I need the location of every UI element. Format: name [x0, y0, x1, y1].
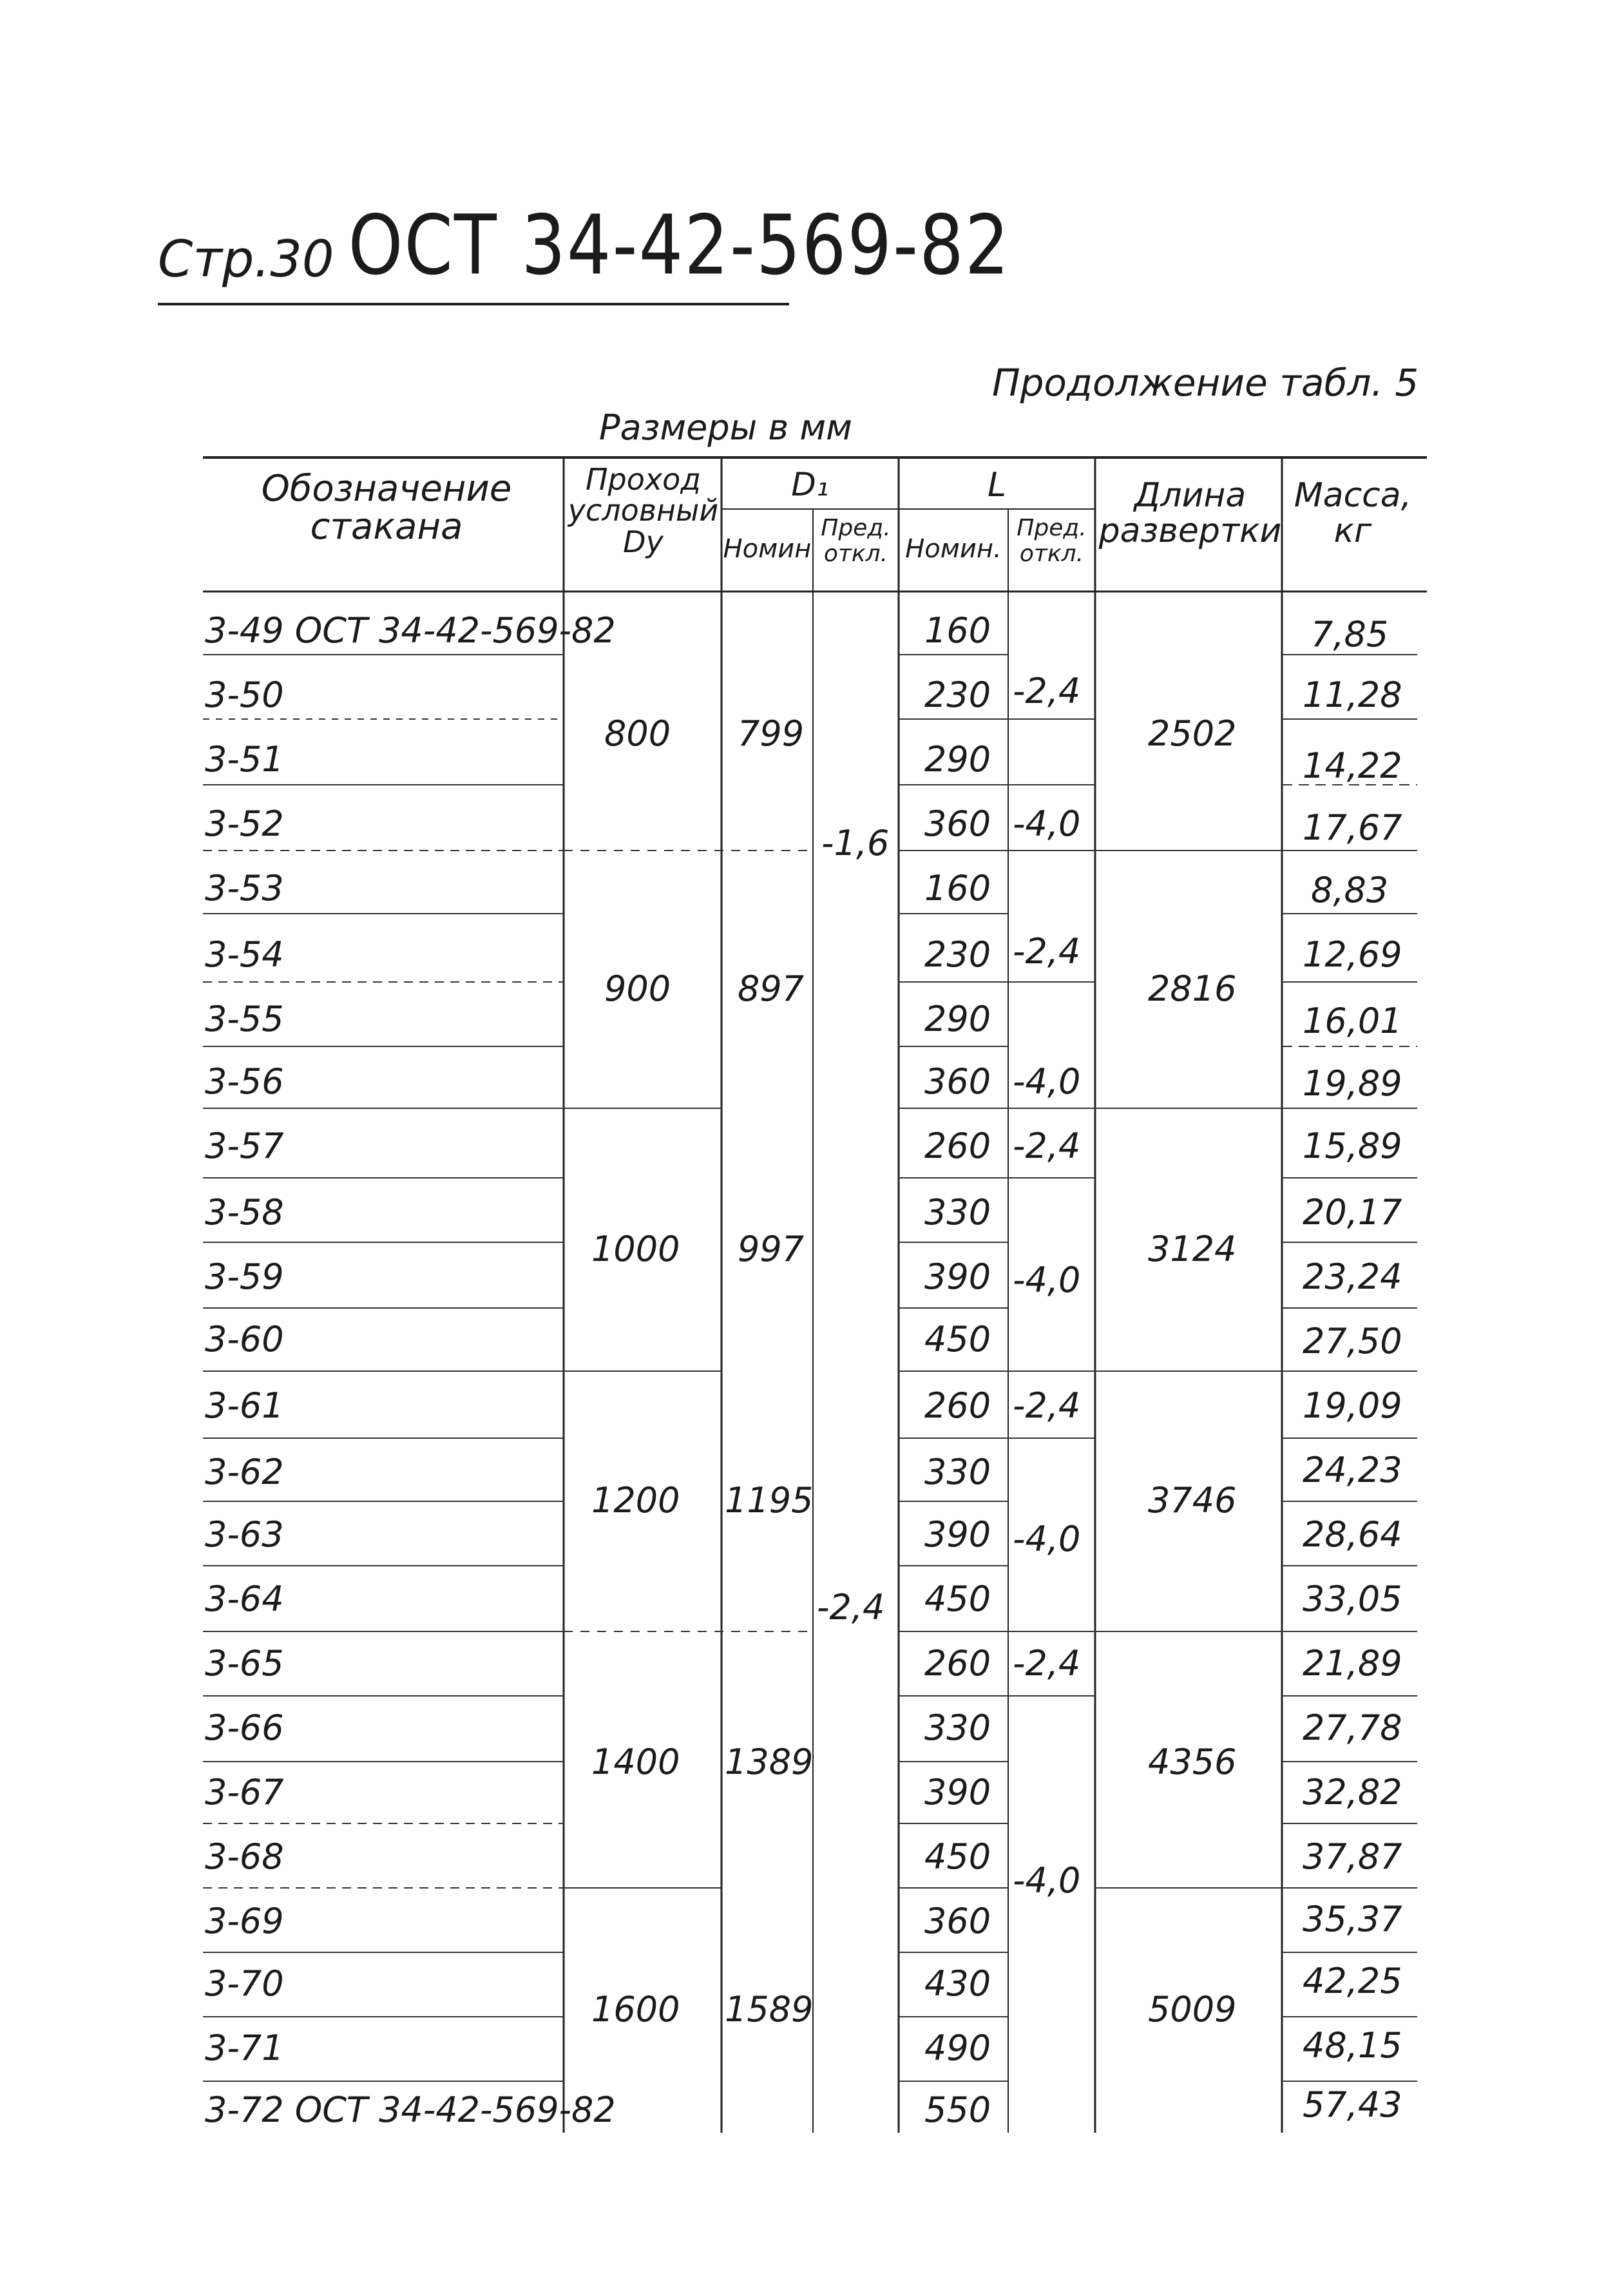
header-d1-tolerance: Пред. откл.: [821, 515, 891, 567]
group-unfold-length: 3124: [1148, 1229, 1237, 1269]
group-passage: 1000: [591, 1229, 680, 1269]
group-d1-nominal: 1195: [725, 1480, 814, 1521]
l-tolerance: -2,4: [1013, 1385, 1081, 1426]
row-mass: 33,05: [1303, 1579, 1402, 1619]
group-unfold-length: 5009: [1148, 1989, 1237, 2030]
row-l-nominal: 490: [924, 2028, 991, 2068]
row-mass: 35,37: [1303, 1899, 1402, 1939]
header-l: L: [988, 466, 1006, 505]
l-tolerance: -2,4: [1013, 931, 1081, 972]
header-unfold-length: Длина развертки: [1098, 476, 1282, 550]
l-tolerance: -2,4: [1013, 1126, 1081, 1166]
row-designation: 3-65: [205, 1643, 284, 1684]
row-designation: 3-66: [205, 1707, 284, 1748]
row-designation: 3-54: [205, 934, 284, 975]
d1-tolerance: -1,6: [821, 823, 890, 863]
row-designation: 3-70: [205, 1963, 284, 2004]
row-mass: 11,28: [1303, 675, 1402, 715]
header-d1: D₁: [791, 466, 829, 503]
row-designation: 3-68: [205, 1836, 284, 1877]
group-d1-nominal: 997: [738, 1229, 805, 1269]
row-l-nominal: 430: [924, 1963, 991, 2004]
row-l-nominal: 230: [924, 675, 991, 715]
row-l-nominal: 160: [924, 610, 991, 651]
row-l-nominal: 390: [924, 1256, 991, 1297]
row-l-nominal: 160: [924, 868, 991, 909]
row-designation: 3-60: [205, 1319, 284, 1360]
row-designation: 3-49 ОСТ 34-42-569-82: [205, 610, 616, 651]
row-mass: 19,89: [1303, 1063, 1402, 1104]
row-designation: 3-51: [205, 739, 284, 780]
row-mass: 37,87: [1303, 1836, 1402, 1877]
row-designation: 3-72 ОСТ 34-42-569-82: [205, 2090, 616, 2130]
row-l-nominal: 330: [924, 1192, 991, 1233]
row-l-nominal: 330: [924, 1452, 991, 1492]
row-designation: 3-61: [205, 1385, 284, 1426]
row-l-nominal: 260: [924, 1385, 991, 1426]
row-mass: 15,89: [1303, 1126, 1402, 1166]
row-mass: 32,82: [1303, 1772, 1402, 1813]
row-mass: 57,43: [1303, 2084, 1402, 2125]
row-l-nominal: 390: [924, 1514, 991, 1555]
row-l-nominal: 450: [924, 1579, 991, 1619]
row-mass: 14,22: [1303, 745, 1402, 786]
group-unfold-length: 4356: [1148, 1742, 1237, 1782]
row-mass: 7,85: [1311, 614, 1389, 655]
standard-number: ОСТ 34-42-569-82: [348, 198, 1011, 293]
group-unfold-length: 3746: [1148, 1480, 1237, 1521]
row-designation: 3-62: [205, 1452, 284, 1492]
page-label: Стр.30: [158, 231, 334, 289]
row-designation: 3-64: [205, 1579, 284, 1619]
group-d1-nominal: 799: [738, 713, 805, 754]
table-continuation-label: Продолжение табл. 5: [992, 361, 1419, 405]
row-mass: 48,15: [1303, 2025, 1402, 2066]
group-d1-nominal: 1389: [725, 1742, 814, 1782]
header-designation: Обозначение стакана: [261, 468, 512, 548]
row-l-nominal: 290: [924, 739, 991, 780]
row-designation: 3-56: [205, 1061, 284, 1102]
l-tolerance: -4,0: [1013, 1519, 1081, 1559]
row-mass: 8,83: [1311, 870, 1389, 910]
row-mass: 23,24: [1303, 1256, 1402, 1297]
header-l-tolerance: Пред. откл.: [1017, 515, 1087, 567]
row-designation: 3-59: [205, 1256, 284, 1297]
row-mass: 20,17: [1303, 1192, 1402, 1233]
l-tolerance: -2,4: [1013, 1643, 1081, 1684]
l-tolerance: -4,0: [1013, 803, 1081, 844]
group-passage: 900: [604, 968, 671, 1009]
row-l-nominal: 360: [924, 1061, 991, 1102]
group-passage: 1600: [591, 1989, 680, 2030]
row-mass: 42,25: [1303, 1961, 1402, 2001]
group-passage: 1400: [591, 1742, 680, 1782]
l-tolerance: -4,0: [1013, 1061, 1081, 1102]
row-mass: 19,09: [1303, 1385, 1402, 1426]
row-designation: 3-69: [205, 1901, 284, 1941]
row-designation: 3-63: [205, 1514, 284, 1555]
row-designation: 3-58: [205, 1192, 284, 1233]
row-mass: 28,64: [1303, 1514, 1402, 1555]
row-l-nominal: 290: [924, 999, 991, 1039]
row-l-nominal: 450: [924, 1836, 991, 1877]
group-d1-nominal: 897: [738, 968, 805, 1009]
row-mass: 27,78: [1303, 1707, 1402, 1748]
group-passage: 800: [604, 713, 671, 754]
row-l-nominal: 360: [924, 803, 991, 844]
l-tolerance: -4,0: [1013, 1260, 1081, 1300]
row-mass: 12,69: [1303, 934, 1402, 975]
row-l-nominal: 330: [924, 1707, 991, 1748]
row-l-nominal: 450: [924, 1319, 991, 1360]
row-l-nominal: 230: [924, 934, 991, 975]
row-l-nominal: 390: [924, 1772, 991, 1813]
row-mass: 24,23: [1303, 1450, 1402, 1490]
group-unfold-length: 2816: [1148, 968, 1237, 1009]
row-l-nominal: 360: [924, 1901, 991, 1941]
row-designation: 3-53: [205, 868, 284, 909]
row-l-nominal: 260: [924, 1643, 991, 1684]
group-d1-nominal: 1589: [725, 1989, 814, 2030]
d1-tolerance: -2,4: [817, 1587, 885, 1628]
header-d1-nominal: Номин: [723, 534, 812, 564]
row-l-nominal: 550: [924, 2090, 991, 2130]
row-mass: 21,89: [1303, 1643, 1402, 1684]
l-tolerance: -4,0: [1013, 1860, 1081, 1901]
group-unfold-length: 2502: [1148, 713, 1237, 754]
row-designation: 3-71: [205, 2028, 284, 2068]
row-mass: 17,67: [1303, 807, 1402, 848]
header-mass: Масса, кг: [1294, 476, 1412, 550]
row-mass: 16,01: [1303, 1001, 1402, 1041]
row-l-nominal: 260: [924, 1126, 991, 1166]
group-passage: 1200: [591, 1480, 680, 1521]
units-note: Размеры в мм: [599, 407, 852, 448]
row-designation: 3-50: [205, 675, 284, 715]
header-l-nominal: Номин.: [905, 534, 1002, 564]
row-mass: 27,50: [1303, 1321, 1402, 1361]
row-designation: 3-55: [205, 999, 284, 1039]
l-tolerance: -2,4: [1013, 671, 1081, 711]
header-passage: Проход условный Dy: [568, 462, 719, 559]
row-designation: 3-52: [205, 803, 284, 844]
row-designation: 3-67: [205, 1772, 284, 1813]
row-designation: 3-57: [205, 1126, 284, 1166]
